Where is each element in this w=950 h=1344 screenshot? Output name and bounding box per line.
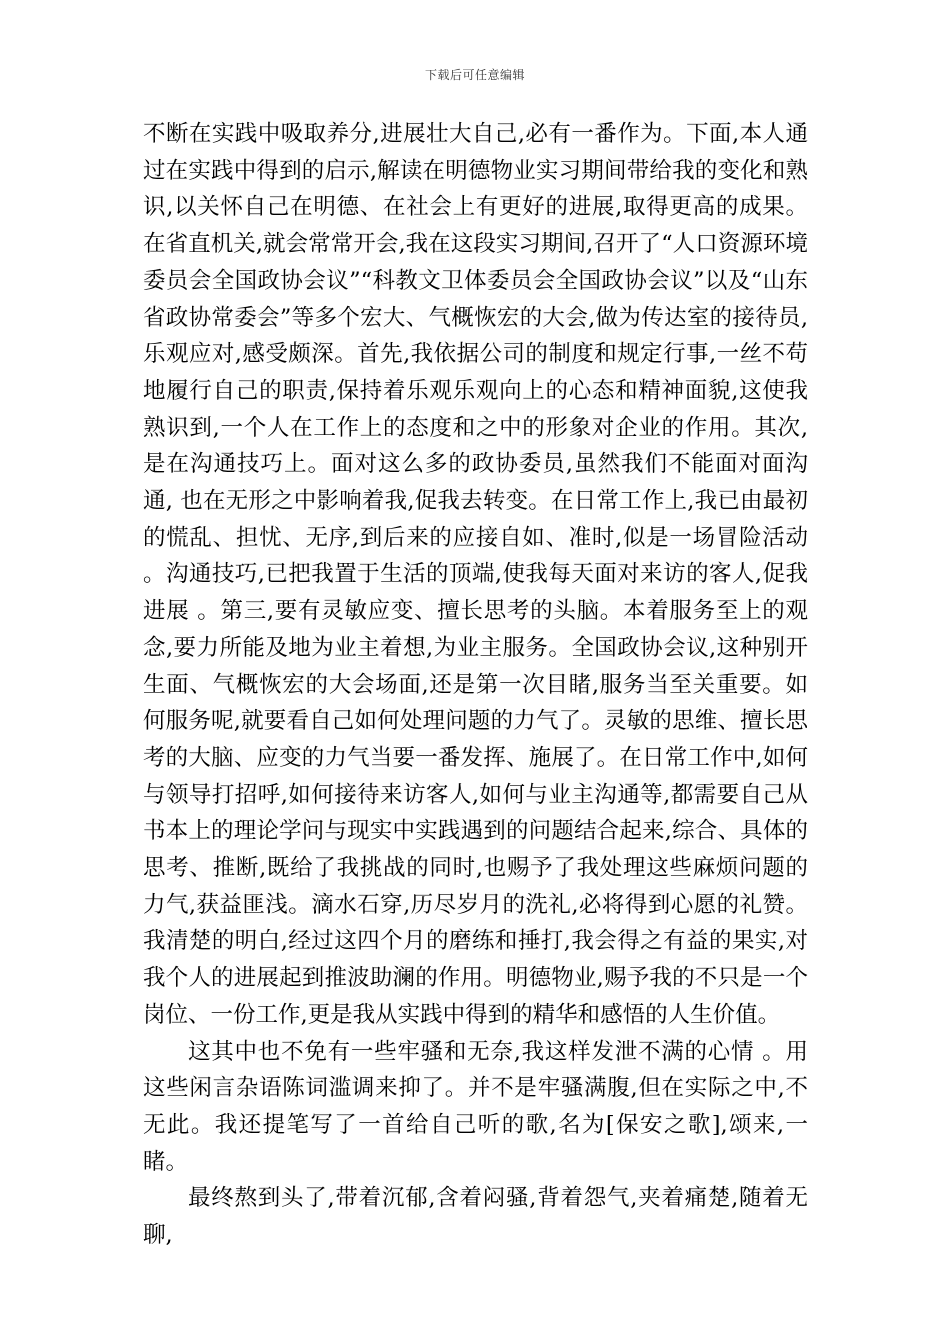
paragraph: 这其中也不免有一些牢骚和无奈,我这样发泄不满的心情 。用这些闲言杂语陈词滥调来抑了。并不是牢骚满腹,但在实际之中,不无此。我还提笔写了一首给自己听的歌,名为[保安之歌],颂来,一睹。 [143, 1038, 808, 1175]
page-header: 下载后可任意编辑 [424, 68, 525, 82]
paragraph: 最终熬到头了,带着沉郁,含着闷骚,背着怨气,夹着痛楚,随着无聊, [143, 1185, 808, 1249]
paragraph: 不断在实践中吸取养分,进展壮大自己,必有一番作为。下面,本人通过在实践中得到的启示,解读在明德物业实习期间带给我的变化和熟识,以关怀自己在明德、在社会上有更好的进展,取得更高的成果。在省直机关,就会常常开会,我在这段实习期间,召开了“人口资源环境委员会全国政协会议”“科教文卫体委员会全国政协会议”以及“山东省政协常委会”等多个宏大、气概恢宏的大会,做为传达室的接待员,乐观应对,感受颇深。首先,我依据公司的制度和规定行事,一丝不苟地履行自己的职责,保持着乐观乐观向上的心态和精神面貌,这使我熟识到,一个人在工作上的态度和之中的形象对企业的作用。其次,是在沟通技巧上。面对这么多的政协委员,虽然我们不能面对面沟通, 也在无形之中影响着我,促我去转变。在日常工作上,我已由最初的慌乱、担忧、无序,到后来的应接自如、准时,似是一场冒险活动 。沟通技巧,已把我置于生活的顶端,使我每天面对来访的客人,促我进展 。第三,要有灵敏应变、擅长思考的头脑。本着服务至上的观念,要力所能及地为业主着想,为业主服务。全国政协会议,这种别开生面、气概恢宏的大会场面,还是第一次目睹,服务当至关重要。如何服务呢,就要看自己如何处理问题的力气了。灵敏的思维、擅长思考的大脑、应变的力气当要一番发挥、施展了。在日常工作中,如何与领导打招呼,如何接待来访客人,如何与业主沟通等,都需要自己从书本上的理论学问与现实中实践遇到的问题结合起来,综合、具体的思考、推断,既给了我挑战的同时,也赐予了我处理这些麻烦问题的力气,获益匪浅。滴水石穿,历尽岁月的洗礼,必将得到心愿的礼赞。我清楚的明白,经过这四个月的磨练和捶打,我会得之有益的果实,对我个人的进展起到推波助澜的作用。明德物业,赐予我的不只是一个岗位、一份工作,更是我从实践中得到的精华和感悟的人生价值。 [143, 121, 808, 1028]
document-body [143, 116, 808, 1254]
